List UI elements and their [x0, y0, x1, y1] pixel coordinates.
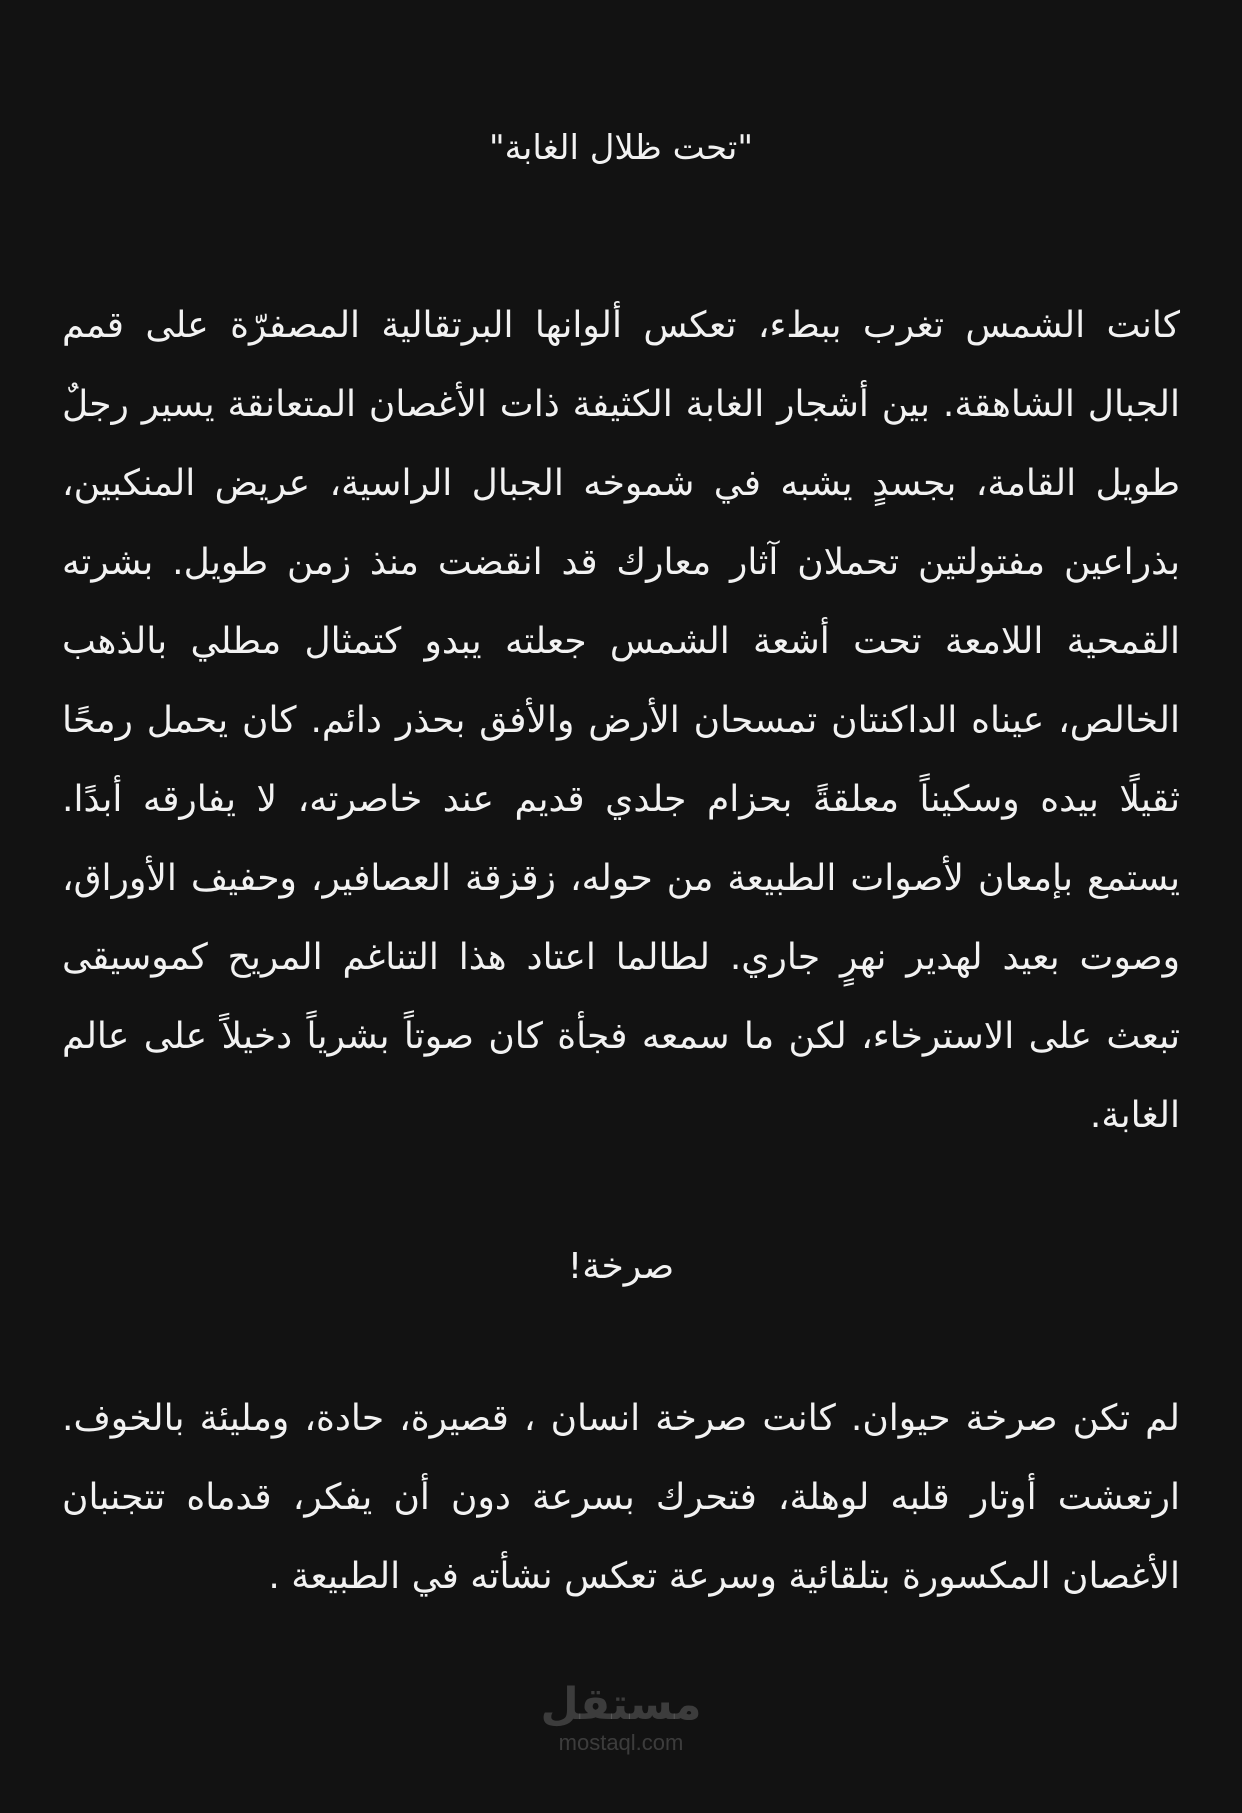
- watermark-arabic: مستقل: [540, 1679, 702, 1730]
- story-paragraph-1: كانت الشمس تغرب ببطء، تعكس ألوانها البرتقالية المصفرّة على قمم الجبال الشاهقة. بين أشجار الغابة الكثيفة ذات الأغصان المتعانقة يسير رجلٌ طويل القامة، بجسدٍ يشبه في شموخه الجبال الراسية، عريض المنكبين، بذراعين مفتولتين تحملان آثار معارك قد انقضت منذ زمن طويل. بشرته القمحية اللامعة تحت أشعة الشمس جعلته يبدو كتمثال مطلي بالذهب الخالص، عيناه الداكنتان تمسحان الأرض والأفق بحذر دائم. كان يحمل رمحًا ثقيلًا بيده وسكيناً معلقةً بحزام جلدي قديم عند خاصرته، لا يفارقه أبدًا. يستمع بإمعان لأصوات الطبيعة من حوله، زقزقة العصافير، وحفيف الأوراق، وصوت بعيد لهدير نهرٍ جاري. لطالما اعتاد هذا التناغم المريح كموسيقى تبعث على الاسترخاء، لكن ما سمعه فجأة كان صوتاً بشرياً دخيلاً على عالم الغابة.: [62, 305, 1180, 1136]
- watermark-latin: mostaql.com: [558, 1730, 684, 1755]
- story-title: "تحت ظلال الغابة": [489, 128, 753, 168]
- story-exclamation: صرخة!: [567, 1246, 675, 1287]
- story-paragraph-2: لم تكن صرخة حيوان. كانت صرخة انسان ، قصيرة، حادة، ومليئة بالخوف. ارتعشت أوتار قلبه لوهلة، فتحرك بسرعة دون أن يفكر، قدماه تتجنبان الأغصان المكسورة بتلقائية وسرعة تعكس نشأته في الطبيعة .: [62, 1398, 1180, 1597]
